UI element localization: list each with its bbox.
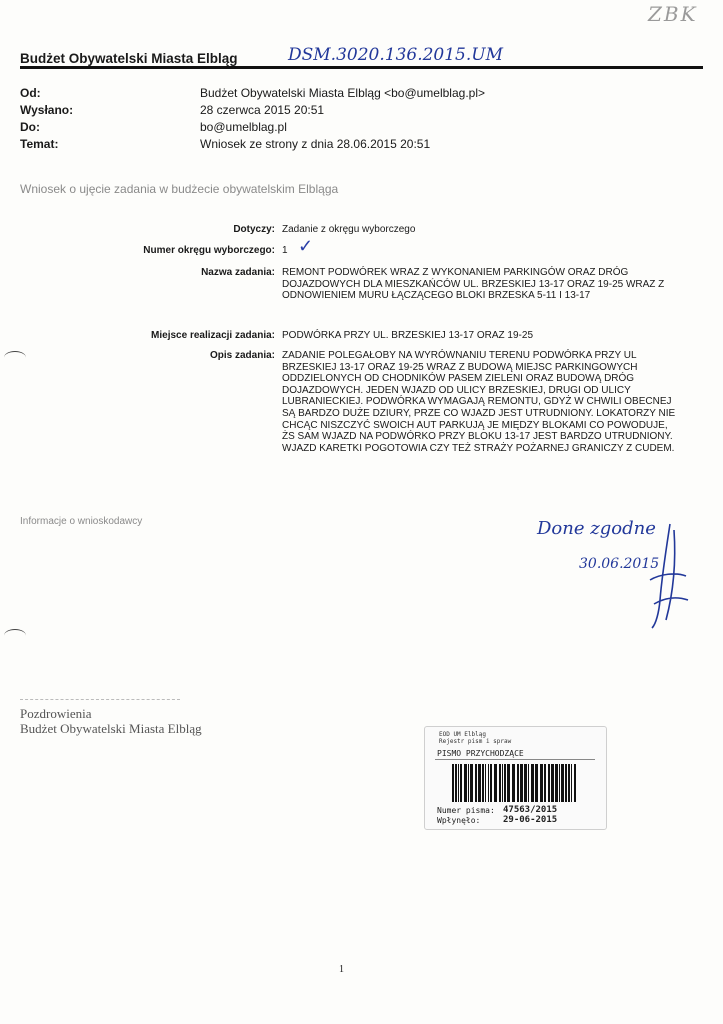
applicant-heading: Informacje o wnioskodawcy — [20, 516, 143, 527]
meta-label-from: Od: — [20, 86, 41, 100]
stamp-type: PISMO PRZYCHODZĄCE — [437, 749, 524, 758]
page-number: 1 — [339, 964, 344, 975]
handwritten-note-line1: Done zgodne — [537, 518, 656, 539]
stamp-number-label: Numer pisma: — [437, 806, 495, 815]
closing-greeting: Pozdrowienia — [20, 706, 92, 721]
header-divider — [20, 66, 703, 69]
meta-value-sent: 28 czerwca 2015 20:51 — [200, 103, 325, 117]
closing-signature: Budżet Obywatelski Miasta Elbląg — [20, 721, 202, 736]
closing-divider — [20, 699, 180, 700]
field-label-location: Miejsce realizacji zadania: — [151, 330, 275, 341]
form-heading: Wniosek o ujęcie zadania w budżecie obywatelskim Elbląga — [20, 182, 339, 196]
field-label-district: Numer okręgu wyborczego: — [143, 245, 275, 256]
stamp-registry: Rejestr pism i spraw — [439, 738, 512, 745]
corner-handwritten-mark: ZBK — [648, 2, 698, 26]
field-label-description: Opis zadania: — [209, 350, 275, 361]
field-label-concerns: Dotyczy: — [233, 224, 275, 235]
field-value-concerns: Zadanie z okręgu wyborczego — [282, 224, 416, 235]
handwritten-check-icon: ✓ — [298, 236, 314, 256]
meta-value-subject: Wniosek ze strony z dnia 28.06.2015 20:51 — [200, 137, 431, 151]
field-label-task-name: Nazwa zadania: — [201, 267, 275, 278]
field-value-task-name: REMONT PODWÓREK WRAZ Z WYKONANIEM PARKINGÓW ORAZ DRÓG DOJAZDOWYCH DLA MIESZKAŃCÓW UL. BRZESKIEJ 13-17 ORAZ 19-25 WRAZ Z ODNOWIENIEM MURU ŁĄCZĄCEGO BLOKI BRZESKA 5-11 I 13-17 — [282, 267, 665, 302]
field-value-description: ZADANIE POLEGAŁOBY NA WYRÓWNANIU TERENU PODWÓRKA PRZY UL BRZESKIEJ 13-17 ORAZ 19-25 WRAZ Z BUDOWĄ MIEJSC PARKINGOWYCH ODDZIELONYCH OD CHODNIKÓW PASEM ZIELENI ORAZ BUDOWĄ DRÓG DOJAZDOWYCH. JEDEN WJAZD OD ULICY BRZESKIEJ, DRUGI OD ULICY LUBRANIECKIEJ. PODWÓRKA WYMAGAJĄ REMONTU, GDYŻ W CHWILI OBECNEJ SĄ BARDZO DUŻE DZIURY, PRZE CO WJAZD JEST UTRUDNIONY. LOKATORZY NIE CHCĄC NISZCZYĆ SWOICH AUT PARKUJĄ JE MIĘDZY BLOKAMI CO POWODUJE, ŻS SAM WJAZD NA PODWÓRKO PRZY BLOKU 13-17 JEST BARDZO UTRUDNIONY. WJAZD KARETKI POGOTOWIA CZY TEŻ STRAŻY POŻARNEJ GRANICZY Z CUDEM. — [282, 350, 676, 454]
margin-mark-bottom — [4, 629, 26, 642]
handwritten-signature-icon — [636, 520, 692, 630]
meta-label-to: Do: — [20, 120, 40, 134]
handwritten-note-date: 30.06.2015 — [579, 556, 660, 572]
handwritten-reference-number: DSM.3020.136.2015.UM — [288, 45, 504, 65]
meta-label-subject: Temat: — [20, 137, 59, 151]
stamp-number-value: 47563/2015 — [503, 805, 558, 815]
meta-label-sent: Wysłano: — [20, 103, 74, 117]
meta-value-from: Budżet Obywatelski Miasta Elbląg <bo@umelblag.pl> — [200, 86, 485, 100]
margin-mark-top — [4, 351, 26, 364]
stamp-received-value: 29-06-2015 — [503, 815, 558, 825]
field-value-location: PODWÓRKA PRZY UL. BRZESKIEJ 13-17 ORAZ 19-25 — [282, 330, 534, 341]
document-title: Budżet Obywatelski Miasta Elbląg — [20, 51, 238, 66]
registry-stamp — [424, 726, 607, 830]
meta-value-to: bo@umelblag.pl — [200, 120, 287, 134]
stamp-received-label: Wpłynęło: — [437, 816, 481, 825]
stamp-divider — [435, 759, 595, 760]
barcode-icon — [452, 764, 579, 802]
field-value-district: 1 — [282, 245, 288, 256]
stamp-org: EOD UM Elbląg — [439, 731, 486, 738]
